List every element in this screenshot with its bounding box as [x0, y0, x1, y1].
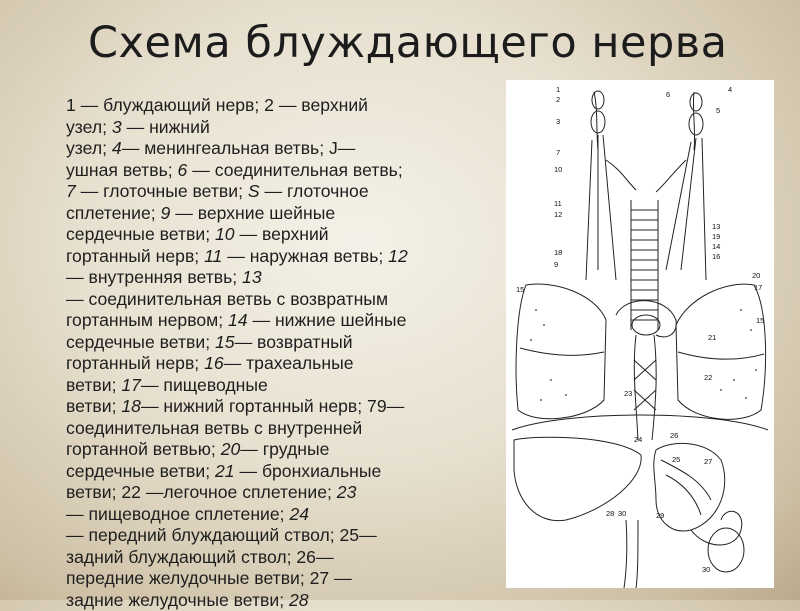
figure-callout-number: 10	[554, 165, 562, 174]
figure-callout-number: 11	[554, 199, 562, 208]
figure-callout-number: 14	[712, 242, 720, 251]
legend-line	[66, 547, 494, 569]
legend-line	[66, 224, 494, 246]
legend-segment: 14	[228, 310, 248, 330]
legend-line	[66, 461, 494, 483]
legend-segment: — глоточные ветви;	[76, 181, 248, 201]
vagus-nerve-diagram	[506, 80, 774, 588]
legend-segment: гортанный нерв;	[66, 246, 204, 266]
legend-segment: 13	[242, 267, 262, 287]
legend-line	[66, 203, 494, 225]
figure-callout-number: 3	[556, 117, 560, 126]
legend-segment: 7	[66, 181, 76, 201]
legend-segment: 18	[121, 396, 141, 416]
figure-callout-number: 23	[624, 389, 632, 398]
legend-segment: сердечные ветви;	[66, 461, 215, 481]
left-vagus-upper	[594, 92, 598, 150]
legend-segment: 20	[221, 439, 241, 459]
figure-callout-number: 29	[656, 511, 664, 520]
legend-segment: задние желудочные ветви;	[66, 590, 289, 610]
legend-segment: 24	[289, 504, 309, 524]
legend-segment: — менингеальная ветвь; J—	[122, 138, 356, 158]
legend-segment: сердечные ветви;	[66, 224, 215, 244]
right-lung	[676, 284, 766, 419]
legend-line	[66, 590, 494, 611]
legend-line	[66, 418, 494, 440]
figure-callout-number: 20	[752, 271, 760, 280]
stomach	[654, 443, 725, 531]
legend-segment: сплетение;	[66, 203, 161, 223]
legend-segment: 12	[388, 246, 408, 266]
legend-segment: 28	[289, 590, 309, 610]
legend-line	[66, 267, 494, 289]
legend-segment: — грудные	[240, 439, 329, 459]
legend-line	[66, 525, 494, 547]
figure-callout-number: 24	[634, 435, 642, 444]
legend-segment: 3	[112, 117, 122, 137]
legend-segment: 23	[337, 482, 357, 502]
legend-segment: ушная ветвь;	[66, 160, 178, 180]
legend-segment: узел;	[66, 117, 112, 137]
legend-line	[66, 95, 494, 117]
figure-callout-number: 9	[554, 260, 558, 269]
legend-segment: — верхние шейные	[170, 203, 335, 223]
legend-segment: задний блуждающий ствол; 26—	[66, 547, 334, 567]
legend-line	[66, 375, 494, 397]
legend-line	[66, 138, 494, 160]
legend-segment: 1 — блуждающий нерв; 2 — верхний	[66, 95, 368, 115]
figure-callout-number: 5	[716, 106, 720, 115]
figure-callout-number: 26	[670, 431, 678, 440]
legend-segment: 16	[204, 353, 224, 373]
legend-segment: 11	[204, 246, 222, 266]
slide-title: Схема блуждающего нерва	[88, 18, 728, 68]
legend-segment: 17	[121, 375, 141, 395]
legend-segment: — соединительная ветвь;	[187, 160, 402, 180]
legend-segment: узел;	[66, 138, 112, 158]
left-lung	[516, 284, 606, 419]
legend-segment: соединительная ветвь с внутренней	[66, 418, 362, 438]
legend-segment: — наружная ветвь;	[222, 246, 388, 266]
anatomical-drawing	[506, 80, 774, 588]
figure-callout-number: 18	[554, 248, 562, 257]
figure-callout-number: 12	[554, 210, 562, 219]
legend-line	[66, 117, 494, 139]
left-neck-branches	[586, 135, 616, 280]
legend-segment: S	[248, 181, 260, 201]
figure-callout-number: 22	[704, 373, 712, 382]
figure-callout-number: 16	[712, 252, 720, 261]
legend-segment: — трахеальные	[224, 353, 354, 373]
legend-segment: — нижний	[122, 117, 210, 137]
legend-line	[66, 353, 494, 375]
legend-line	[66, 181, 494, 203]
legend-line	[66, 568, 494, 590]
figure-callout-number: 7	[556, 148, 560, 157]
legend-segment: гортанный нерв;	[66, 353, 204, 373]
legend-line	[66, 482, 494, 504]
legend-line	[66, 504, 494, 526]
figure-callout-number: 30	[702, 565, 710, 574]
legend-segment: — возвратный	[235, 332, 353, 352]
legend-line	[66, 246, 494, 268]
legend-segment: — верхний	[235, 224, 329, 244]
legend-segment: — передний блуждающий ствол; 25—	[66, 525, 377, 545]
legend-line	[66, 396, 494, 418]
legend-line	[66, 160, 494, 182]
figure-callout-number: 15	[516, 285, 524, 294]
legend-segment: — нижние шейные	[248, 310, 407, 330]
legend-segment: — пищеводное сплетение;	[66, 504, 289, 524]
legend-line	[66, 310, 494, 332]
figure-callout-number: 21	[708, 333, 716, 342]
legend-segment: — внутренняя ветвь;	[66, 267, 242, 287]
legend-segment: — нижний гортанный нерв; 79—	[141, 396, 404, 416]
legend-segment: 21	[215, 461, 235, 481]
figure-callout-number: 13	[712, 222, 720, 231]
figure-callout-number: 28	[606, 509, 614, 518]
legend-text	[66, 95, 494, 611]
legend-segment: ветви; 22 —легочное сплетение;	[66, 482, 337, 502]
legend-line	[66, 332, 494, 354]
legend-line	[66, 439, 494, 461]
figure-callout-number: 2	[556, 95, 560, 104]
legend-segment: сердечные ветви;	[66, 332, 215, 352]
legend-segment: ветви;	[66, 396, 121, 416]
legend-segment: гортанным нервом;	[66, 310, 228, 330]
figure-callout-number: 25	[672, 455, 680, 464]
figure-callout-number: 4	[728, 85, 732, 94]
legend-segment: 9	[161, 203, 171, 223]
figure-callout-number: 15	[756, 316, 764, 325]
legend-segment: — бронхиальные	[235, 461, 382, 481]
figure-callout-number: 27	[704, 457, 712, 466]
figure-callout-number: 1	[556, 85, 560, 94]
figure-callout-number: 19	[712, 232, 720, 241]
legend-line	[66, 289, 494, 311]
legend-segment: ветви;	[66, 375, 121, 395]
figure-callout-number: 6	[666, 90, 670, 99]
legend-segment: передние желудочные ветви; 27 —	[66, 568, 352, 588]
legend-segment: 10	[215, 224, 235, 244]
legend-segment: — пищеводные	[141, 375, 268, 395]
right-neck-branches	[666, 138, 706, 280]
legend-segment: — глоточное	[260, 181, 369, 201]
right-vagus-upper	[693, 92, 694, 150]
legend-segment: гортанной ветвью;	[66, 439, 221, 459]
figure-callout-number: 17	[754, 283, 762, 292]
legend-segment: — соединительная ветвь с возвратным	[66, 289, 388, 309]
figure-callout-number: 30	[618, 509, 626, 518]
legend-segment: 4	[112, 138, 122, 158]
legend-segment: 6	[178, 160, 188, 180]
legend-segment: 15	[215, 332, 235, 352]
